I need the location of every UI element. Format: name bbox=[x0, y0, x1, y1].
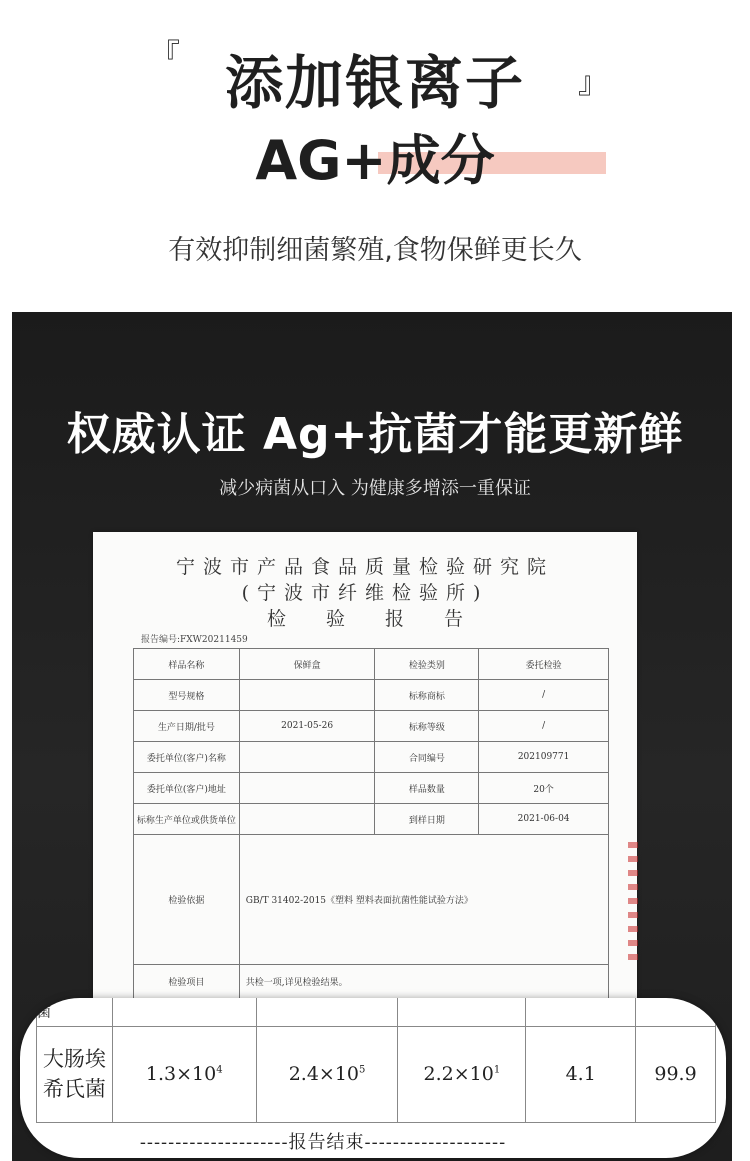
results-magnifier bbox=[20, 998, 726, 1158]
field-label: 标称等级 bbox=[375, 711, 479, 742]
institute-name: 宁波市产品食品质量检验研究院 bbox=[175, 556, 554, 578]
institute-alias: (宁波市纤维检验所) bbox=[241, 582, 489, 604]
field-value: 2021-06-04 bbox=[479, 804, 609, 835]
field-value: / bbox=[479, 711, 609, 742]
basis-label: 检验依据 bbox=[134, 835, 240, 965]
field-label: 型号规格 bbox=[134, 680, 240, 711]
organism-name: 大肠埃 希氏菌 bbox=[37, 1026, 113, 1122]
items-value: 共检一项,详见检验结果。 bbox=[239, 965, 608, 999]
field-label: 委托单位(客户)名称 bbox=[134, 742, 240, 773]
field-label: 标称商标 bbox=[375, 680, 479, 711]
field-label: 生产日期/批号 bbox=[134, 711, 240, 742]
field-value bbox=[239, 742, 375, 773]
field-label: 标称生产单位或供货单位 bbox=[134, 804, 240, 835]
table-row bbox=[134, 773, 609, 804]
field-label: 样品名称 bbox=[134, 649, 240, 680]
inspection-report bbox=[93, 532, 637, 1012]
field-value: 202109771 bbox=[479, 742, 609, 773]
table-row bbox=[134, 804, 609, 835]
close-bracket: 』 bbox=[578, 66, 608, 101]
hero-subtitle: AG+成分 bbox=[255, 129, 495, 192]
antibacterial-rate: 99.9 bbox=[636, 1026, 716, 1122]
field-value: 保鲜盒 bbox=[239, 649, 375, 680]
field-label: 合同编号 bbox=[375, 742, 479, 773]
report-table bbox=[133, 648, 609, 999]
field-value bbox=[239, 680, 375, 711]
certification-subtitle: 减少病菌从口入 为健康多增添一重保证 bbox=[219, 478, 531, 499]
result-value: $2.4\times 10^5$ bbox=[256, 1026, 398, 1122]
hero-section bbox=[0, 0, 750, 310]
field-value: 20个 bbox=[479, 773, 609, 804]
table-row bbox=[134, 965, 609, 999]
field-value: 委托检验 bbox=[479, 649, 609, 680]
hero-description: 有效抑制细菌繁殖,食物保鲜更长久 bbox=[168, 235, 582, 266]
result-value: 4.1 bbox=[526, 1026, 636, 1122]
report-end-line: ---------------------报告结束-------------------- bbox=[139, 1132, 507, 1153]
results-table bbox=[36, 998, 716, 1123]
field-label: 委托单位(客户)地址 bbox=[134, 773, 240, 804]
field-value bbox=[239, 804, 375, 835]
report-number: 报告编号:FXW20211459 bbox=[141, 635, 248, 645]
result-value: $1.3\times 10^4$ bbox=[112, 1026, 256, 1122]
field-label: 检验类别 bbox=[375, 649, 479, 680]
organism-header-fragment: 菌 bbox=[37, 998, 113, 1026]
table-row bbox=[37, 998, 716, 1026]
table-row bbox=[134, 649, 609, 680]
table-row bbox=[37, 1026, 716, 1122]
field-value: 2021-05-26 bbox=[239, 711, 375, 742]
hero-title: 添加银离子 bbox=[224, 49, 525, 117]
table-row bbox=[134, 680, 609, 711]
items-label: 检验项目 bbox=[134, 965, 240, 999]
field-value bbox=[239, 773, 375, 804]
open-bracket: 『 bbox=[150, 38, 180, 73]
basis-value: GB/T 31402-2015《塑料 塑料表面抗菌性能试验方法》 bbox=[239, 835, 608, 965]
report-title: 检验报告 bbox=[266, 608, 503, 630]
certification-title: 权威认证 Ag+抗菌才能更新鲜 bbox=[66, 409, 684, 460]
field-value: / bbox=[479, 680, 609, 711]
field-label: 样品数量 bbox=[375, 773, 479, 804]
table-row bbox=[134, 742, 609, 773]
table-row bbox=[134, 835, 609, 965]
result-value: $2.2\times 10^1$ bbox=[398, 1026, 526, 1122]
field-label: 到样日期 bbox=[375, 804, 479, 835]
table-row bbox=[134, 711, 609, 742]
red-seal-fragment bbox=[628, 842, 638, 962]
